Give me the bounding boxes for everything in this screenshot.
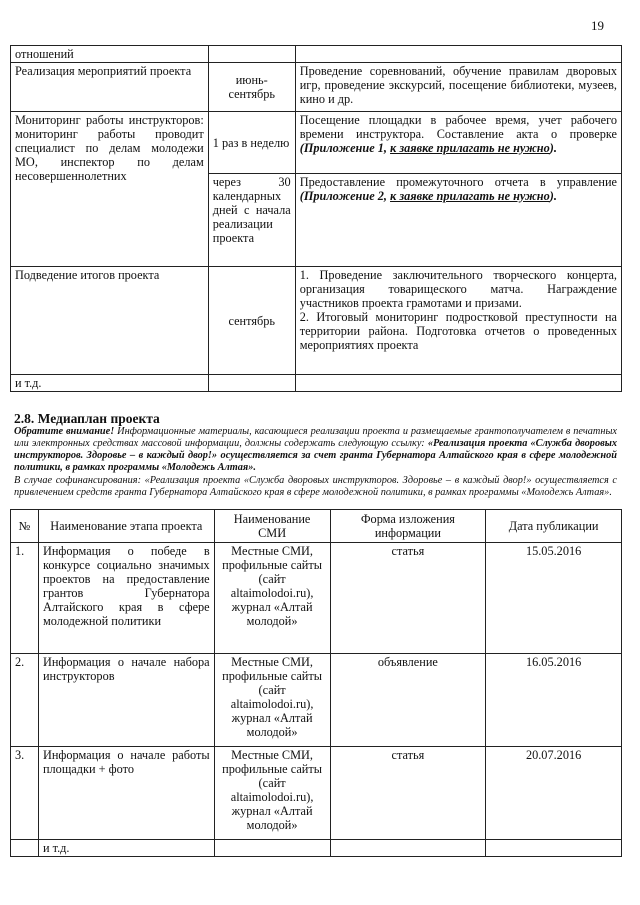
form-cell: объявление — [330, 654, 486, 747]
table-row — [11, 747, 622, 840]
continued-cell: отношений — [11, 46, 209, 63]
stage-cell: Информация о победе в конкурсе социально значимых проектов на предоставление грантов Губернатора Алтайского края в сфере молодежной политики — [38, 543, 214, 654]
date-cell: 20.07.2016 — [486, 747, 622, 840]
row-number: 3. — [11, 747, 39, 840]
date-cell: 16.05.2016 — [486, 654, 622, 747]
description-cell: Проведение соревнований, обучение правилам дворовых игр, проведение экскурсий, посещение библиотеки, музеев, кино и др. — [295, 63, 621, 112]
stage-cell: Информация о начале работы площадки + фото — [38, 747, 214, 840]
table-row — [11, 112, 622, 174]
description-cell: Предоставление промежуточного отчета в управление (Приложение 2, к заявке прилагать не нужно). — [295, 174, 621, 267]
media-cell: Местные СМИ, профильные сайты (сайт altaimolodoi.ru), журнал «Алтай молодой» — [214, 747, 330, 840]
table-row — [11, 63, 622, 112]
description-cell: Посещение площадки в рабочее время, учет рабочего времени инструктора. Составление акта о проверке (Приложение 1, к заявке прилагать не нужно). — [295, 112, 621, 174]
page-number: 19 — [591, 18, 604, 33]
table-row — [11, 375, 622, 392]
timing-cell: 1 раз в неделю — [208, 112, 295, 174]
header-form: Форма изложения информации — [330, 510, 486, 543]
header-stage: Наименование этапа проекта — [38, 510, 214, 543]
table-header-row — [11, 510, 622, 543]
activity-cell: Мониторинг работы инструкторов: мониторинг работы проводит специалист по делам молодежи МО, инспектор по делам несовершеннолетних — [11, 112, 209, 267]
table-row — [11, 46, 622, 63]
etc-cell: и т.д. — [38, 840, 214, 857]
cofinancing-note: В случае софинансирования: «Реализация проекта «Служба дворовых инструкторов. Здоровье – в каждый двор!» осуществляется с привлечением средств гранта Губернатора Алтайского края в сфере молодежной политики, в рамках программы «Молодежь Алтая». — [14, 475, 617, 498]
etc-cell: и т.д. — [11, 375, 209, 392]
section-heading: 2.8. Медиаплан проекта — [14, 411, 160, 426]
row-number: 2. — [11, 654, 39, 747]
media-cell: Местные СМИ, профильные сайты (сайт altaimolodoi.ru), журнал «Алтай молодой» — [214, 543, 330, 654]
timing-cell: июнь- сентябрь — [208, 63, 295, 112]
media-plan-table — [10, 509, 622, 857]
form-cell: статья — [330, 747, 486, 840]
table-row — [11, 267, 622, 375]
header-media: Наименование СМИ — [214, 510, 330, 543]
table-row — [11, 840, 622, 857]
header-date: Дата публикации — [486, 510, 622, 543]
stage-cell: Информация о начале набора инструкторов — [38, 654, 214, 747]
timing-cell: сентябрь — [208, 267, 295, 375]
header-number: № — [11, 510, 39, 543]
activity-cell: Подведение итогов проекта — [11, 267, 209, 375]
form-cell: статья — [330, 543, 486, 654]
implementation-table — [10, 45, 622, 392]
activity-cell: Реализация мероприятий проекта — [11, 63, 209, 112]
timing-cell: через 30 календарных дней с начала реализации проекта — [208, 174, 295, 267]
description-cell: 1. Проведение заключительного творческого концерта, организация товарищеского матча. Награждение участников проекта грамотами и призами. 2. Итоговый мониторинг подростковой преступности на территории района. Подготовка отчетов о проведенных мероприятиях проекта — [295, 267, 621, 375]
table-row — [11, 654, 622, 747]
row-number: 1. — [11, 543, 39, 654]
media-cell: Местные СМИ, профильные сайты (сайт altaimolodoi.ru), журнал «Алтай молодой» — [214, 654, 330, 747]
date-cell: 15.05.2016 — [486, 543, 622, 654]
table-row — [11, 543, 622, 654]
attention-note: Обратите внимание! Информационные материалы, касающиеся реализации проекта и размещаемые грантополучателем в печатных или электронных средствах массовой информации, должны содержать следующую ссылку: «Реализация проекта «Служба дворовых инструкторов. Здоровье – в каждый двор!» осуществляется за счет гранта Губернатора Алтайского края в сфере молодежной политики, в рамках программы «Молодежь Алтая». — [14, 426, 617, 473]
